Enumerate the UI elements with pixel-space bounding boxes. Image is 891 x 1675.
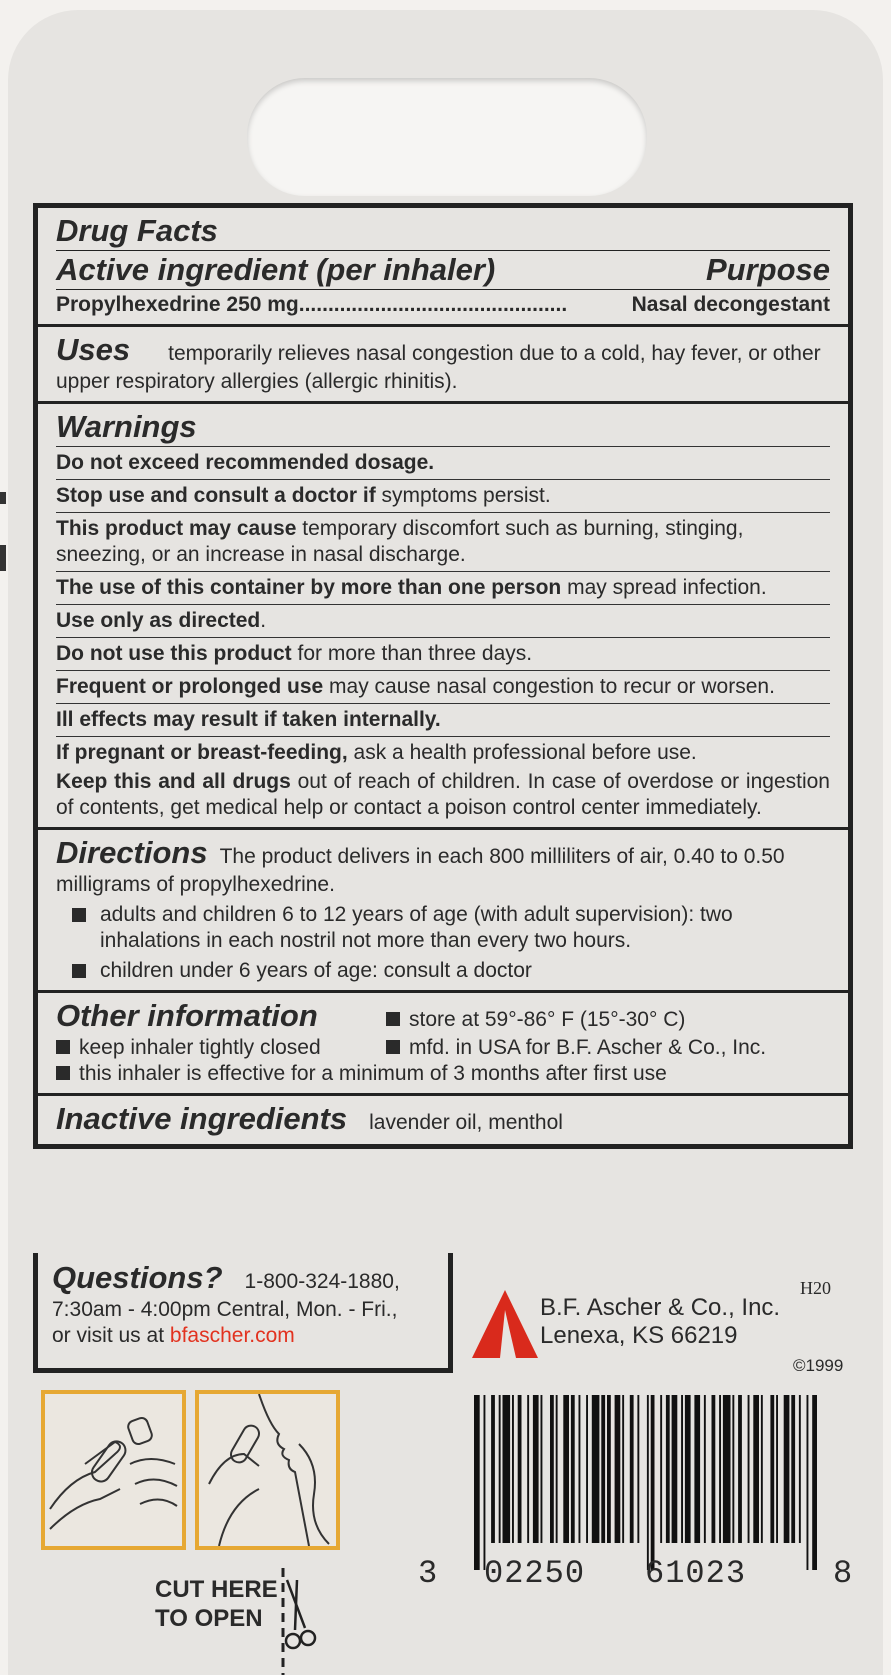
barcode-bar xyxy=(776,1395,778,1543)
barcode-bar xyxy=(474,1395,480,1570)
hands-uncap-icon xyxy=(45,1394,182,1546)
barcode-bar xyxy=(666,1395,670,1543)
questions-url[interactable]: bfascher.com xyxy=(169,1324,295,1347)
barcode-bar xyxy=(592,1395,600,1543)
questions-phone: 1-800-324-1880, xyxy=(244,1270,400,1293)
edge-mark xyxy=(0,492,6,504)
ingredient-dots: .............................................. xyxy=(298,293,568,316)
barcode-digits-2: 61023 xyxy=(645,1555,747,1592)
inactive-section xyxy=(38,1096,848,1144)
warning-item: Frequent or prolonged use may cause nasal congestion to recur or worsen. xyxy=(56,670,830,703)
barcode-bar xyxy=(484,1395,486,1570)
warning-item: Keep this and all drugs out of reach of children. In case of overdose or ingestion of contents, get medical help or contact a poison control center immediately. xyxy=(56,770,830,819)
directions-item: adults and children 6 to 12 years of age (with adult supervision): two inhalations in each nostril not more than every two hours. xyxy=(56,902,830,954)
inactive-heading: Inactive ingredients xyxy=(56,1101,348,1136)
barcode-bar xyxy=(556,1395,558,1543)
barcode-bar xyxy=(732,1395,734,1543)
barcode-bar xyxy=(685,1395,691,1543)
barcode-bar xyxy=(723,1395,731,1543)
other-info-keep: keep inhaler tightly closed xyxy=(56,1035,386,1061)
edge-mark xyxy=(0,545,6,571)
other-info-mfd: mfd. in USA for B.F. Ascher & Co., Inc. xyxy=(386,1035,766,1061)
uses-section xyxy=(38,327,848,404)
other-info-heading: Other information xyxy=(56,998,318,1033)
drug-facts-panel xyxy=(33,203,853,1149)
questions-heading: Questions? xyxy=(52,1260,223,1295)
warning-item: Do not use this product for more than three days. xyxy=(56,637,830,670)
warning-item: The use of this container by more than one person may spread infection. xyxy=(56,571,830,604)
barcode-bar xyxy=(770,1395,774,1543)
other-info-store: store at 59°-86° F (15°-30° C) xyxy=(386,1007,685,1033)
instruction-illustration-inhale xyxy=(195,1390,340,1550)
warning-item: If pregnant or breast-feeding, ask a health professional before use. xyxy=(56,736,830,769)
barcode-bar xyxy=(647,1395,649,1570)
barcode-bar xyxy=(512,1395,514,1543)
barcode-bar xyxy=(586,1395,588,1543)
barcode-bar xyxy=(784,1395,790,1543)
barcode-bar xyxy=(694,1395,700,1543)
barcode-bar xyxy=(518,1395,522,1543)
barcode-bar xyxy=(748,1395,750,1543)
inactive-text: lavender oil, menthol xyxy=(369,1111,563,1134)
company-info xyxy=(540,1294,780,1350)
barcode-bar xyxy=(579,1395,581,1543)
cut-here-label xyxy=(155,1575,278,1633)
barcode-bar xyxy=(607,1395,611,1543)
barcode-digit-left: 3 xyxy=(418,1555,438,1592)
scissors-icon xyxy=(275,1568,345,1675)
barcode-bar xyxy=(704,1395,706,1543)
drug-facts-title: Drug Facts xyxy=(56,212,830,251)
instruction-illustration-open xyxy=(41,1390,186,1550)
barcode-bar xyxy=(615,1395,621,1543)
active-ingredient-heading: Active ingredient (per inhaler) xyxy=(56,252,496,287)
barcode-bar xyxy=(791,1395,795,1543)
barcode-bar xyxy=(550,1395,554,1543)
barcode-bar xyxy=(651,1395,655,1570)
barcode-bar xyxy=(503,1395,511,1543)
barcode-digit-right: 8 xyxy=(833,1555,853,1592)
barcode-bar xyxy=(719,1395,721,1543)
barcode-bar xyxy=(563,1395,569,1543)
other-info-effective: this inhaler is effective for a minimum of 3 months after first use xyxy=(56,1061,830,1087)
barcode-bar xyxy=(601,1395,605,1543)
barcode-bar xyxy=(491,1395,495,1543)
purpose-heading: Purpose xyxy=(705,252,830,287)
barcode-bar xyxy=(672,1395,678,1543)
questions-hours: 7:30am - 4:00pm Central, Mon. - Fri., xyxy=(52,1298,398,1321)
barcode-bar xyxy=(637,1395,639,1543)
cut-line1: CUT HERE xyxy=(155,1576,278,1603)
drug-facts-header xyxy=(38,208,848,327)
barcode-bar xyxy=(533,1395,539,1543)
barcode-bar xyxy=(753,1395,759,1543)
barcode-digits-1: 02250 xyxy=(484,1555,586,1592)
ingredient-purpose: Nasal decongestant xyxy=(631,293,830,316)
directions-intro: The product delivers in each 800 milliliters of air, 0.40 to 0.50 milligrams of propylhexedrine. xyxy=(56,845,785,896)
warning-item: Stop use and consult a doctor if symptoms persist. xyxy=(56,479,830,512)
barcode-bar xyxy=(541,1395,543,1543)
questions-visit: or visit us at xyxy=(52,1324,165,1347)
warning-item: Ill effects may result if taken internally. xyxy=(56,703,830,736)
uses-heading: Uses xyxy=(56,332,131,367)
barcode-bar xyxy=(712,1395,716,1543)
warnings-section xyxy=(38,404,848,830)
directions-item: children under 6 years of age: consult a doctor xyxy=(56,958,830,984)
hang-hole xyxy=(247,78,647,196)
ascher-logo-icon xyxy=(470,1288,540,1360)
other-info-section xyxy=(38,993,848,1096)
barcode-bar xyxy=(812,1395,817,1570)
barcode-bar xyxy=(571,1395,575,1543)
uses-text: temporarily relieves nasal congestion due to a cold, hay fever, or other upper respiratory allergies (allergic rhinitis). xyxy=(56,342,821,393)
barcode-bar xyxy=(499,1395,501,1543)
company-name: B.F. Ascher & Co., Inc. xyxy=(540,1294,781,1321)
active-ingredient-header-row xyxy=(56,251,830,290)
barcode-bar xyxy=(799,1395,801,1543)
barcode-bar xyxy=(807,1395,809,1570)
barcode-bar xyxy=(630,1395,634,1543)
warning-item: Do not exceed recommended dosage. xyxy=(56,446,830,479)
copyright: ©1999 xyxy=(793,1356,844,1375)
cut-line2: TO OPEN xyxy=(155,1605,263,1632)
directions-section xyxy=(38,830,848,993)
barcode-bar xyxy=(660,1395,662,1543)
warning-item: Use only as directed. xyxy=(56,604,830,637)
questions-box xyxy=(33,1253,453,1373)
barcode-bar xyxy=(527,1395,529,1543)
product-code: H20 xyxy=(800,1278,831,1298)
ingredient-row xyxy=(56,290,830,318)
company-city: Lenexa, KS 66219 xyxy=(540,1322,738,1349)
barcode-bar xyxy=(622,1395,624,1543)
barcode-bar xyxy=(738,1395,742,1543)
warning-item: This product may cause temporary discomfort such as burning, stinging, sneezing, or an increase in nasal discharge. xyxy=(56,512,830,571)
warnings-heading: Warnings xyxy=(56,409,197,444)
inhale-face-icon xyxy=(199,1394,336,1546)
barcode-bar xyxy=(761,1395,763,1543)
directions-heading: Directions xyxy=(56,835,208,870)
ingredient-name: Propylhexedrine 250 mg xyxy=(56,293,299,316)
barcode-bar xyxy=(681,1395,683,1543)
barcode xyxy=(472,1395,817,1570)
